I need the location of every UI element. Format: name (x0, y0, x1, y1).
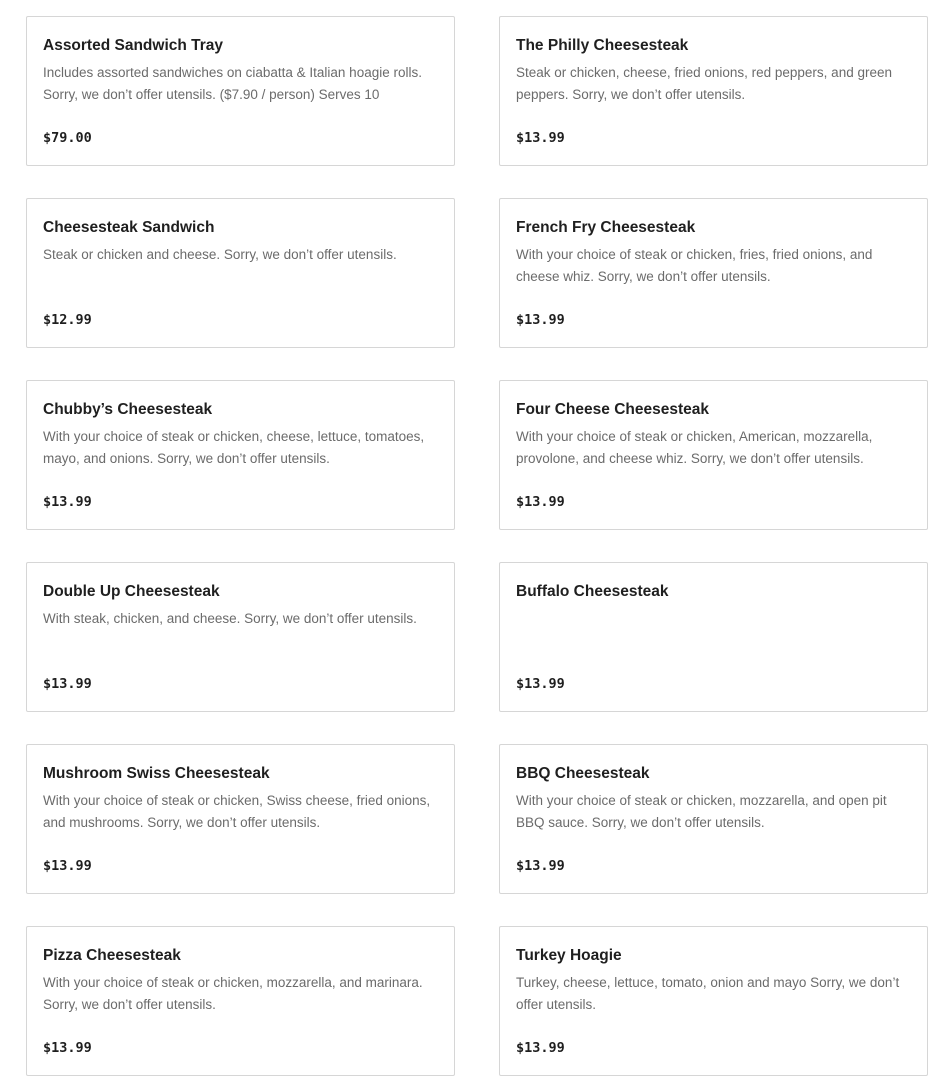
item-name: Turkey Hoagie (516, 947, 622, 964)
item-description: With your choice of steak or chicken, cheese, lettuce, tomatoes, mayo, and onions. Sorry, we don’t offer utensils. (43, 429, 425, 466)
item-price: $13.99 (43, 676, 92, 692)
item-description: With steak, chicken, and cheese. Sorry, we don’t offer utensils. (43, 611, 417, 626)
item-price: $13.99 (516, 312, 565, 328)
item-price: $13.99 (516, 1040, 565, 1056)
item-price: $13.99 (516, 676, 565, 692)
item-description: With your choice of steak or chicken, fries, fried onions, and cheese whiz. Sorry, we don’t offer utensils. (516, 247, 873, 284)
menu-item-card[interactable] (26, 562, 455, 712)
menu-item-card[interactable] (26, 380, 455, 530)
item-price: $13.99 (43, 1040, 92, 1056)
item-price: $13.99 (43, 494, 92, 510)
item-description: With your choice of steak or chicken, American, mozzarella, provolone, and cheese whiz. Sorry, we don’t offer utensils. (516, 429, 873, 466)
item-description: With your choice of steak or chicken, mozzarella, and open pit BBQ sauce. Sorry, we don’t offer utensils. (516, 793, 887, 830)
menu-item-card[interactable] (499, 562, 928, 712)
menu-item-card[interactable] (499, 198, 928, 348)
item-price: $13.99 (516, 130, 565, 146)
item-description (516, 608, 911, 652)
item-name: Assorted Sandwich Tray (43, 37, 224, 54)
item-price: $13.99 (516, 858, 565, 874)
item-name: Buffalo Cheesesteak (516, 583, 669, 600)
item-price: $13.99 (516, 494, 565, 510)
item-name: Double Up Cheesesteak (43, 583, 220, 600)
menu-item-card[interactable] (26, 16, 455, 166)
menu-item-card[interactable] (499, 926, 928, 1076)
item-name: Mushroom Swiss Cheesesteak (43, 765, 270, 782)
menu-item-card[interactable] (26, 744, 455, 894)
item-price: $13.99 (43, 858, 92, 874)
item-price: $12.99 (43, 312, 92, 328)
item-description: Steak or chicken, cheese, fried onions, red peppers, and green peppers. Sorry, we don’t offer utensils. (516, 65, 892, 102)
item-description: Turkey, cheese, lettuce, tomato, onion and mayo Sorry, we don’t offer utensils. (516, 975, 900, 1012)
item-name: Chubby’s Cheesesteak (43, 401, 213, 418)
item-description: Steak or chicken and cheese. Sorry, we don’t offer utensils. (43, 247, 397, 262)
item-description: With your choice of steak or chicken, Swiss cheese, fried onions, and mushrooms. Sorry, we don’t offer utensils. (43, 793, 431, 830)
item-name: BBQ Cheesesteak (516, 765, 650, 782)
menu-item-card[interactable] (499, 16, 928, 166)
item-name: Cheesesteak Sandwich (43, 219, 215, 236)
item-price: $79.00 (43, 130, 92, 146)
item-name: Pizza Cheesesteak (43, 947, 181, 964)
item-name: The Philly Cheesesteak (516, 37, 689, 54)
menu-item-card[interactable] (499, 744, 928, 894)
menu-item-card[interactable] (26, 198, 455, 348)
menu-item-card[interactable] (499, 380, 928, 530)
menu-item-card[interactable] (26, 926, 455, 1076)
item-name: Four Cheese Cheesesteak (516, 401, 709, 418)
item-description: With your choice of steak or chicken, mozzarella, and marinara. Sorry, we don’t offer utensils. (43, 975, 423, 1012)
item-description: Includes assorted sandwiches on ciabatta & Italian hoagie rolls. Sorry, we don’t offer utensils. ($7.90 / person) Serves 10 (43, 65, 422, 102)
item-name: French Fry Cheesesteak (516, 219, 696, 236)
